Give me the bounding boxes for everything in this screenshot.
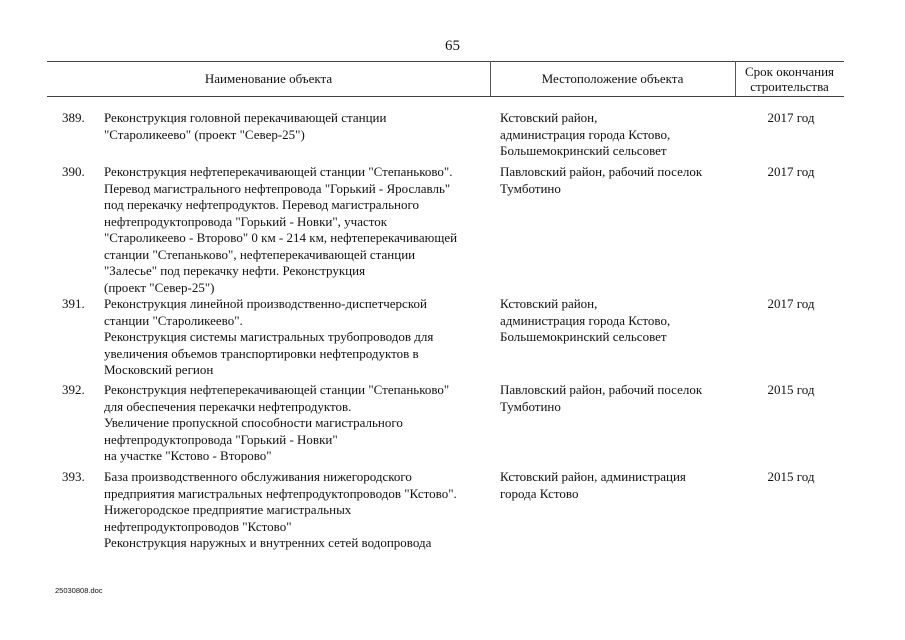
object-location-line: Тумботино <box>500 398 561 414</box>
object-name-line: Реконструкция наружных и внутренних сетей водопровода <box>104 535 432 550</box>
completion-year: 2015 год <box>767 469 815 484</box>
object-location-line: Большемокринский сельсовет <box>500 143 667 158</box>
completion-year: 2017 год <box>767 164 815 179</box>
object-location <box>500 382 730 415</box>
header-location-label: Местоположение объекта <box>541 71 684 86</box>
header-deadline-label-line1: Срок окончания <box>744 63 835 79</box>
object-name-line: Московский регион <box>104 362 214 377</box>
object-location-line: Кстовский район, <box>500 296 598 311</box>
header-deadline-label-line2: строительства <box>750 78 829 94</box>
object-name-line: нефтепродуктопровода "Горький - Новки", участок <box>104 213 388 229</box>
object-location-line: администрация города Кстово, <box>500 126 671 142</box>
row-number: 392. <box>62 382 85 397</box>
object-location-line: Кстовский район, <box>500 110 598 125</box>
object-name-line: Реконструкция головной перекачивающей станции <box>104 110 387 125</box>
object-name-line: (проект "Север-25") <box>104 279 215 295</box>
object-name-line: нефтепродуктопровода "Горький - Новки" <box>104 431 338 447</box>
table-header-bottom-rule <box>47 96 844 97</box>
completion-year: 2015 год <box>767 382 815 397</box>
object-name-line: увеличения объемов транспортировки нефтепродуктов в <box>104 345 419 361</box>
object-name <box>104 469 494 552</box>
object-location-line: Большемокринский сельсовет <box>500 329 667 344</box>
row-number: 393. <box>62 469 85 484</box>
row-number: 390. <box>62 164 85 179</box>
object-name-line: "Староликеево" (проект "Север-25") <box>104 126 305 142</box>
object-name-line: под перекачку нефтепродуктов. Перевод магистрального <box>104 197 420 212</box>
header-name-label: Наименование объекта <box>204 71 333 86</box>
object-name-line: База производственного обслуживания нижегородского <box>104 469 412 484</box>
page-number: 65 <box>445 38 460 54</box>
object-location <box>500 296 730 346</box>
object-name-line: Реконструкция системы магистральных трубопроводов для <box>104 329 434 344</box>
footer-filename: 25030808.doc <box>55 586 103 595</box>
object-location-line: города Кстово <box>500 485 579 501</box>
header-location-column <box>490 61 735 96</box>
object-name-line: Реконструкция нефтеперекачивающей станции "Степаньково". <box>104 164 453 179</box>
object-name-line: станции "Староликеево". <box>104 312 243 328</box>
object-location-line: Павловский район, рабочий поселок <box>500 164 703 179</box>
row-number: 391. <box>62 296 85 311</box>
completion-year: 2017 год <box>767 110 815 125</box>
header-name-column <box>47 61 490 96</box>
object-name <box>104 110 494 143</box>
object-name-line: Реконструкция линейной производственно-диспетчерской <box>104 296 427 311</box>
object-name-line: нефтепродуктопроводов "Кстово" <box>104 518 292 534</box>
object-location <box>500 110 730 160</box>
object-name-line: Увеличение пропускной способности магистрального <box>104 415 403 430</box>
object-name-line: станции "Степаньково", нефтеперекачивающей станции <box>104 246 416 262</box>
object-location <box>500 469 730 502</box>
object-name <box>104 164 494 296</box>
object-location-line: Тумботино <box>500 180 561 196</box>
object-location-line: администрация города Кстово, <box>500 312 671 328</box>
object-name-line: Реконструкция нефтеперекачивающей станции "Степаньково" <box>104 382 450 397</box>
object-name-line: для обеспечения перекачки нефтепродуктов. <box>104 398 352 414</box>
object-name <box>104 296 494 379</box>
header-deadline-column <box>735 61 844 96</box>
object-location-line: Павловский район, рабочий поселок <box>500 382 703 397</box>
object-location <box>500 164 730 197</box>
row-number: 389. <box>62 110 85 125</box>
object-name-line: Нижегородское предприятие магистральных <box>104 502 352 517</box>
object-name-line: "Залесье" под перекачку нефти. Реконструкция <box>104 263 366 278</box>
object-location-line: Кстовский район, администрация <box>500 469 686 484</box>
object-name-line: на участке "Кстово - Второво" <box>104 448 272 463</box>
object-name-line: предприятия магистральных нефтепродуктопроводов "Кстово". <box>104 485 457 501</box>
object-name <box>104 382 494 465</box>
completion-year: 2017 год <box>767 296 815 311</box>
object-name-line: "Староликеево - Второво" 0 км - 214 км, нефтеперекачивающей <box>104 230 458 245</box>
object-name-line: Перевод магистрального нефтепровода "Горький - Ярославль" <box>104 180 451 196</box>
